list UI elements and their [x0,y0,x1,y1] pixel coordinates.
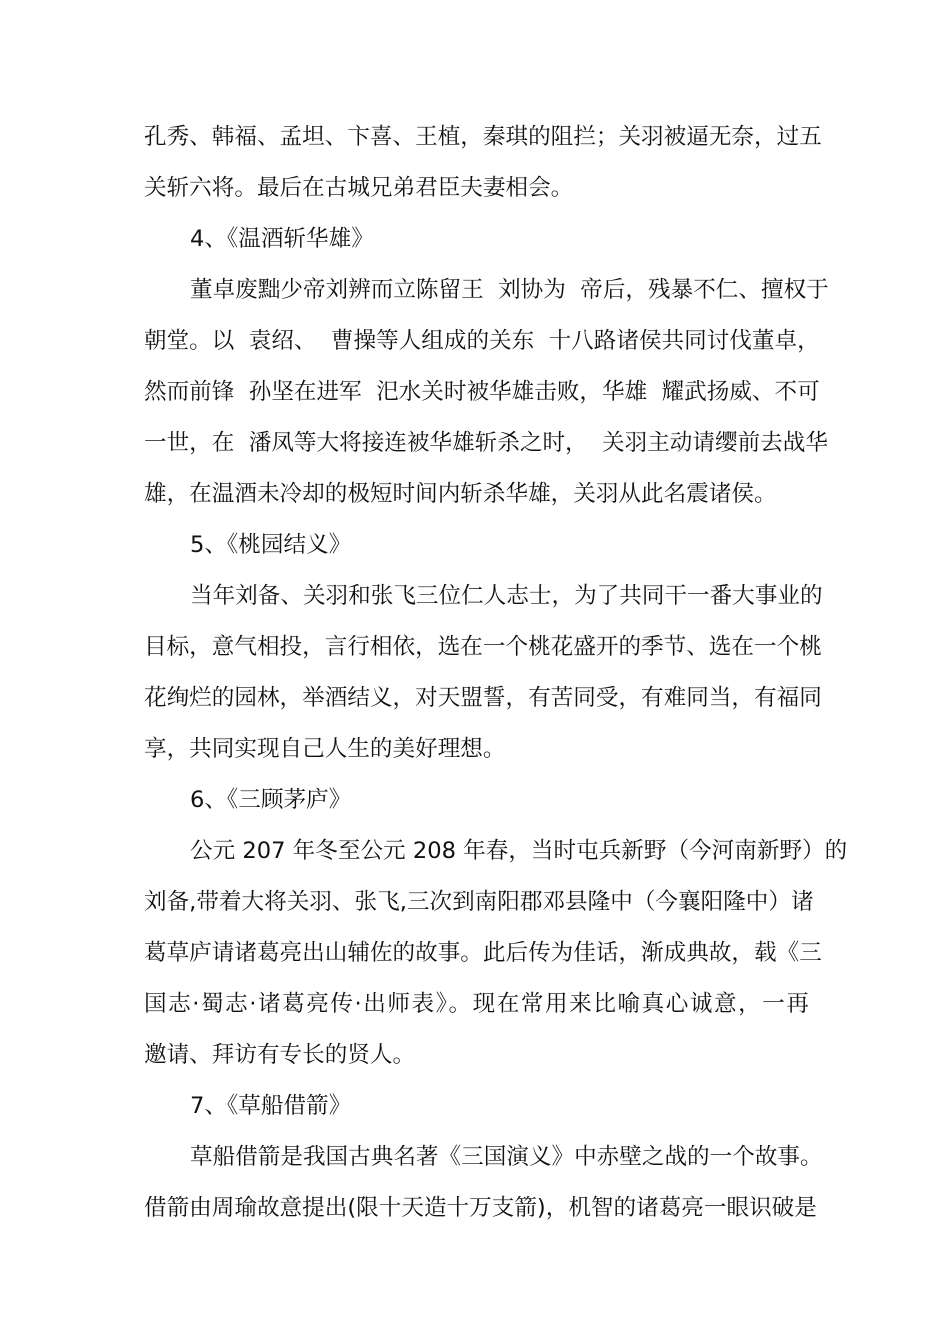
paragraph-line: 享，共同实现自己人生的美好理想。 [144,736,506,762]
paragraph-line: 花绚烂的园林，举酒结义，对天盟誓，有苦同受，有难同当，有福同 [144,685,822,711]
document-body [144,112,848,1234]
paragraph-line: 公元 207 年冬至公元 208 年春，当时屯兵新野（今河南新野）的 [190,838,848,864]
section-heading: 7、《草船借箭》 [190,1093,352,1119]
paragraph-line: 葛草庐请诸葛亮出山辅佐的故事。此后传为佳话，渐成典故，载《三 [144,940,822,966]
paragraph-line: 然而前锋 孙坚在进军 汜水关时被华雄击败，华雄 耀武扬威、不可 [144,379,820,405]
paragraph-line: 刘备,带着大将关羽、张飞,三次到南阳郡邓县隆中（今襄阳隆中）诸 [144,889,814,915]
paragraph-line: 草船借箭是我国古典名著《三国演义》中赤壁之战的一个故事。 [190,1144,823,1170]
paragraph-line: 邀请、拜访有专长的贤人。 [144,1042,416,1068]
section-heading: 5、《桃园结义》 [190,532,352,558]
section-heading: 4、《温酒斩华雄》 [190,226,374,252]
section-heading: 6、《三顾茅庐》 [190,787,352,813]
paragraph-line: 朝堂。以 袁绍、 曹操等人组成的关东 十八路诸侯共同讨伐董卓， [144,328,820,354]
paragraph-line: 当年刘备、关羽和张飞三位仁人志士，为了共同干一番大事业的 [190,583,823,609]
paragraph-line: 雄，在温酒未冷却的极短时间内斩杀华雄，关羽从此名震诸侯。 [144,481,777,507]
paragraph-line: 目标，意气相投，言行相依，选在一个桃花盛开的季节、选在一个桃 [144,634,822,660]
paragraph-line: 一世，在 潘凤等大将接连被华雄斩杀之时， 关羽主动请缨前去战华 [144,430,828,456]
paragraph-line: 借箭由周瑜故意提出(限十天造十万支箭)，机智的诸葛亮一眼识破是 [144,1195,817,1221]
paragraph-line: 国志·蜀志·诸葛亮传·出师表》。现在常用来比喻真心诚意，一再 [144,991,809,1017]
paragraph-line: 关斩六将。最后在古城兄弟君臣夫妻相会。 [144,175,574,201]
paragraph-line: 孔秀、韩福、孟坦、卞喜、王植，秦琪的阻拦；关羽被逼无奈，过五 [144,124,822,150]
paragraph-line: 董卓废黜少帝刘辨而立陈留王 刘协为 帝后，残暴不仁、擅权于 [190,277,829,303]
